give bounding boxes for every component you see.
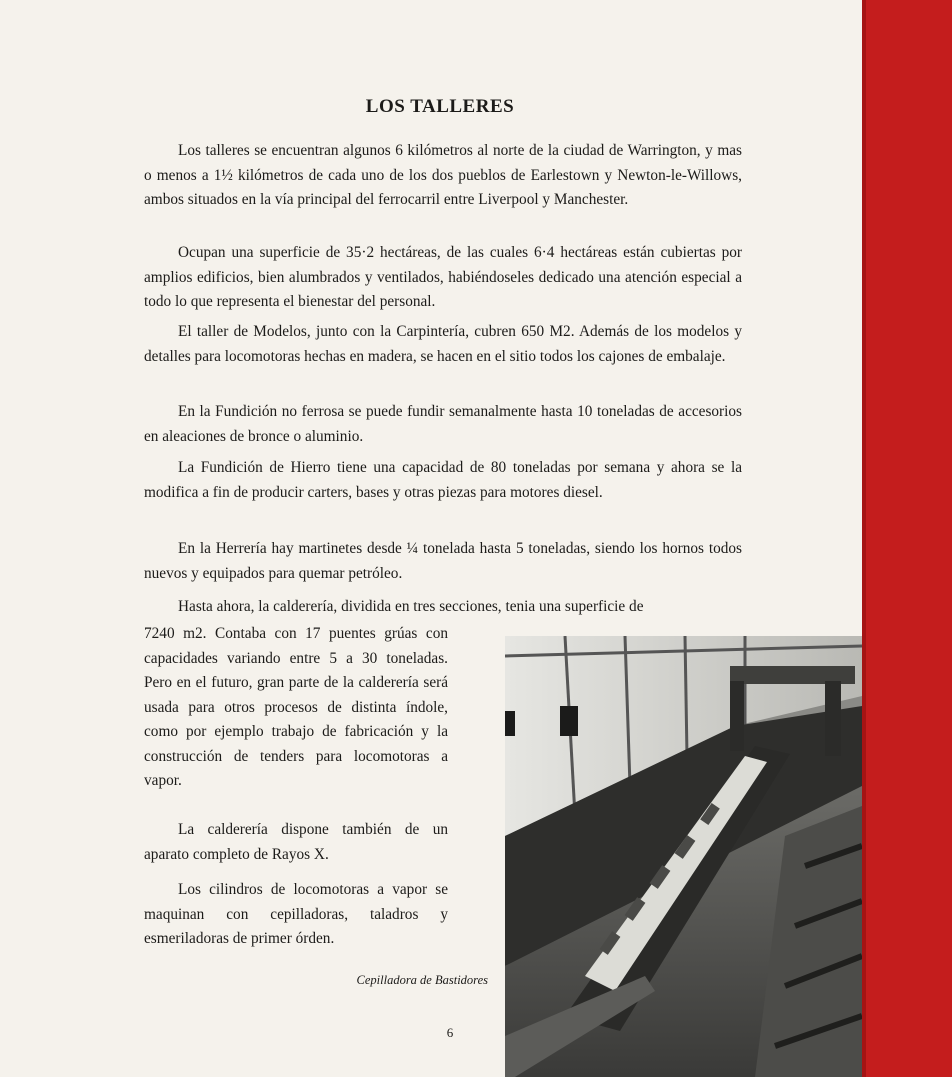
paragraph-boiler-shop: 7240 m2. Contaba con 17 puentes grúas con capacidades variando entre 5 a 30 toneladas. Pero en el futuro, gran parte de la calderería será usada para otros procesos de distinta índole, como por ejemplo trabajo de fabricación y la construcción de tenders para locomotoras a vapor. [144, 625, 448, 789]
paragraph-xray: La calderería dispone también de un aparato completo de Rayos X. [144, 821, 448, 863]
paragraph-boiler-intro: Hasta ahora, la calderería, dividida en tres secciones, tenia una superficie de [178, 598, 644, 615]
paragraph-iron-foundry: La Fundición de Hierro tiene una capacidad de 80 toneladas por semana y ahora se la modifica a fin de producir carters, bases y otras piezas para motores diesel. [144, 459, 742, 501]
workshop-photo [505, 636, 862, 1077]
page-number: 6 [446, 1025, 454, 1040]
red-edge-band [862, 0, 952, 1077]
paragraph-area: Ocupan una superficie de 35·2 hectáreas, de las cuales 6·4 hectáreas están cubiertas por amplios edificios, bien alumbrados y ventilados, habiéndoseles dedicado una atención especial a todo lo que representa el bienestar del personal. [144, 244, 742, 310]
paragraph-cylinders: Los cilindros de locomotoras a vapor se maquinan con cepilladoras, taladros y esmeriladoras de primer órden. [144, 881, 448, 947]
paragraph-models: El taller de Modelos, junto con la Carpintería, cubren 650 M2. Además de los modelos y detalles para locomotoras hechas en madera, se hacen en el sitio todos los cajones de embalaje. [144, 323, 742, 365]
page-title: LOS TALLERES [365, 96, 515, 117]
paragraph-location: Los talleres se encuentran algunos 6 kilómetros al norte de la ciudad de Warrington, y mas o menos a 1½ kilómetros de cada uno de los dos pueblos de Earlestown y Newton-le-Willows, ambos situados en la vía principal del ferrocarril entre Liverpool y Manchester. [144, 142, 742, 208]
paragraph-smithy: En la Herrería hay martinetes desde ¼ tonelada hasta 5 toneladas, siendo los hornos todos nuevos y equipados para quemar petróleo. [144, 540, 742, 582]
photo-caption: Cepilladora de Bastidores [356, 973, 488, 987]
paragraph-nonferrous: En la Fundición no ferrosa se puede fundir semanalmente hasta 10 toneladas de accesorios en aleaciones de bronce o aluminio. [144, 403, 742, 445]
